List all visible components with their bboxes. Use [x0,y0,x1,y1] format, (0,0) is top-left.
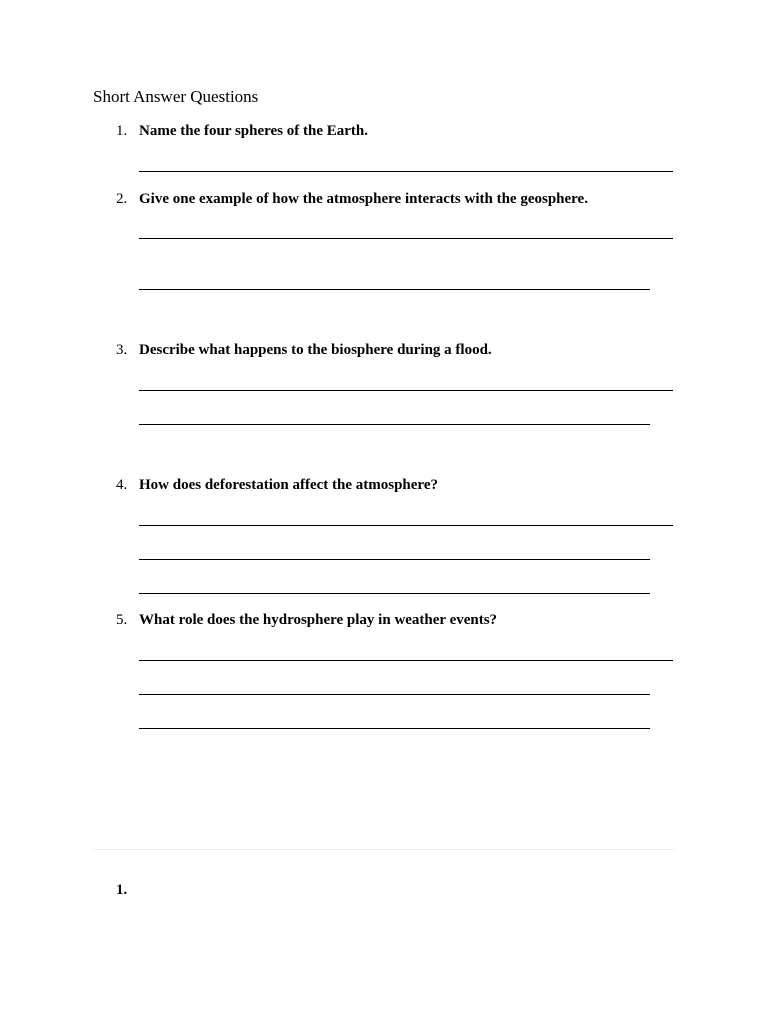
answer-line[interactable] [139,593,650,594]
page-title: Short Answer Questions [93,87,259,106]
question-2-text: Give one example of how the atmosphere interacts with the geosphere. [139,191,588,207]
question-2-number: 2. [116,191,128,207]
question-3-number: 3. [116,342,128,358]
answer-line[interactable] [139,238,673,239]
answer-line[interactable] [139,289,650,290]
answer-line[interactable] [139,694,650,695]
question-4-text: How does deforestation affect the atmosphere? [139,477,438,493]
question-1-number: 1. [116,123,128,139]
question-1-text: Name the four spheres of the Earth. [139,123,369,139]
answer-line[interactable] [139,559,650,560]
question-5-text: What role does the hydrosphere play in weather events? [139,612,498,628]
next-page-number: 1. [116,882,128,898]
answer-line[interactable] [139,728,650,729]
page-divider [93,849,675,850]
answer-line[interactable] [139,525,673,526]
answer-line[interactable] [139,424,650,425]
question-4-number: 4. [116,477,128,493]
answer-line[interactable] [139,660,673,661]
question-5-number: 5. [116,612,128,628]
question-3-text: Describe what happens to the biosphere during a flood. [139,342,492,358]
answer-line[interactable] [139,390,673,391]
answer-line[interactable] [139,171,673,172]
